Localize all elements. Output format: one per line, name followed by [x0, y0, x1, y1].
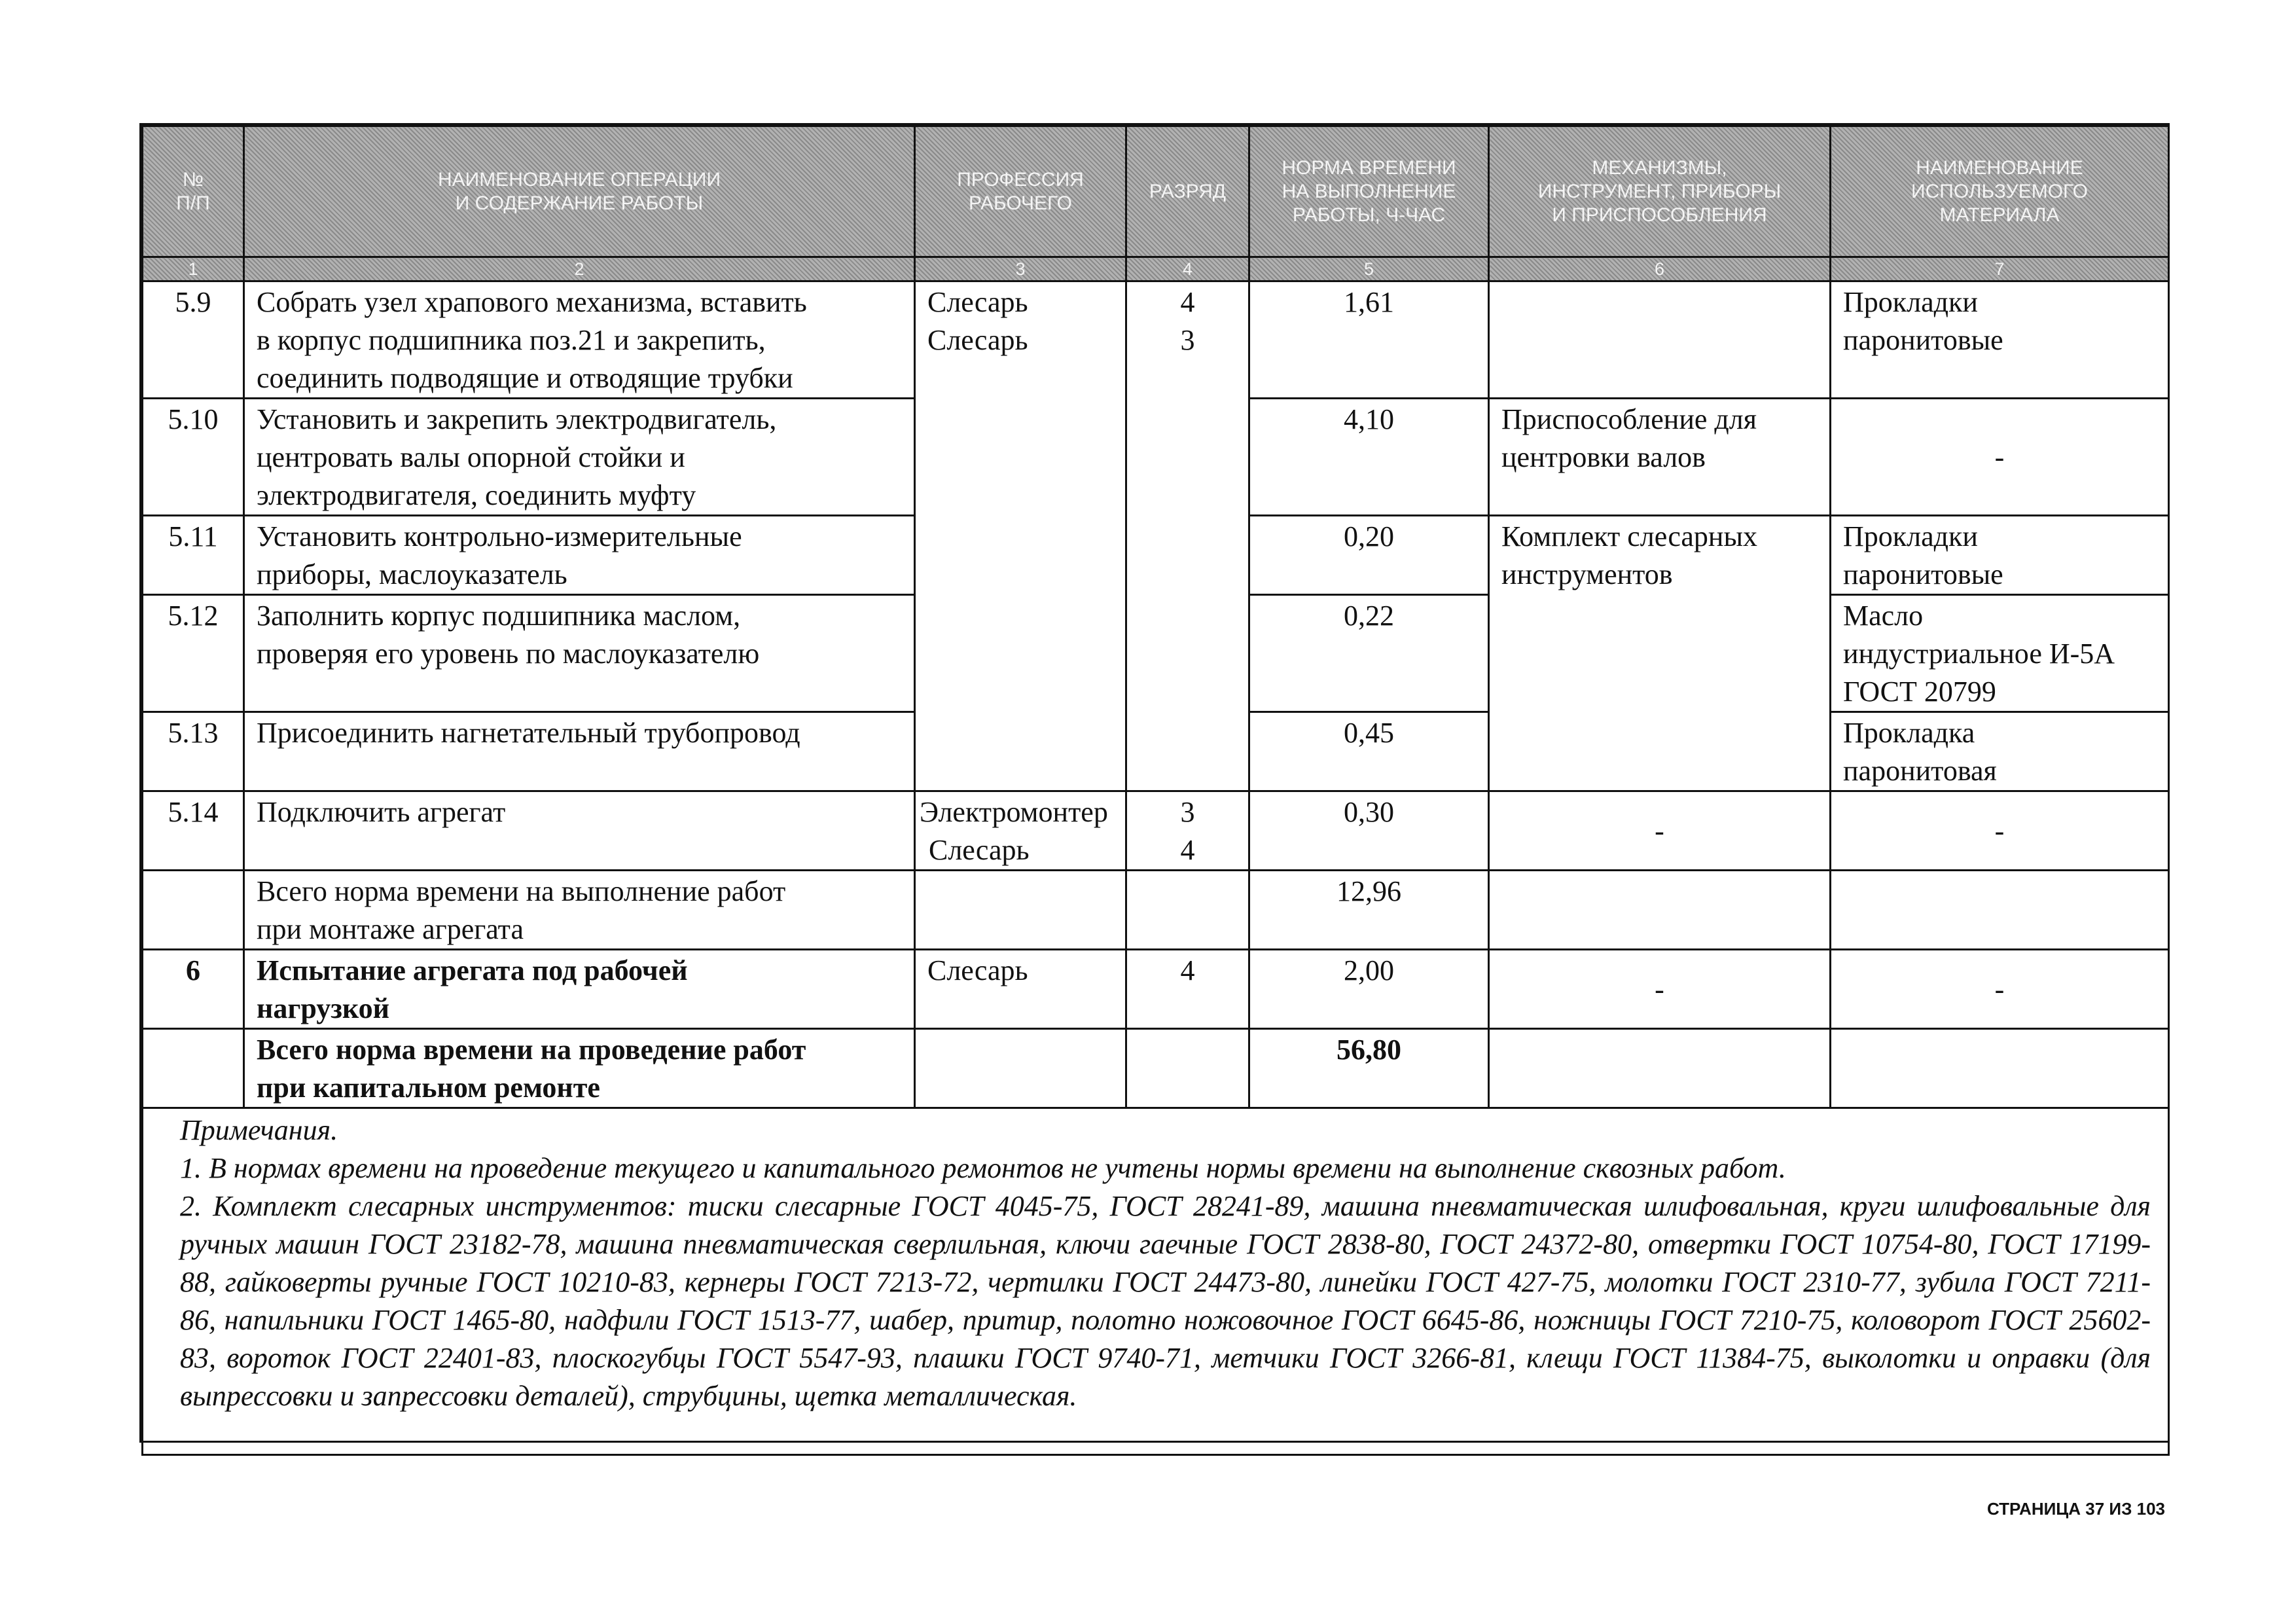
tools-cell [1489, 281, 1831, 399]
header-operation: НАИМЕНОВАНИЕ ОПЕРАЦИИ И СОДЕРЖАНИЕ РАБОТЫ [244, 126, 915, 257]
operation-cell: Присоединить нагнетательный трубопровод [244, 712, 915, 791]
row-num: 5.14 [143, 791, 244, 871]
tools-cell [1489, 871, 1831, 950]
material-cell: Прокладка паронитовая [1831, 712, 2169, 791]
tools-cell: Комплект слесарных инструментов [1489, 516, 1831, 791]
column-number: 7 [1831, 257, 2169, 281]
grade-cell [1126, 1029, 1249, 1108]
material-cell: Прокладки паронитовые [1831, 516, 2169, 595]
row-num: 5.11 [143, 516, 244, 595]
column-number-row [143, 257, 2169, 281]
header-grade: РАЗРЯД [1126, 126, 1249, 257]
norm-cell: 0,45 [1249, 712, 1489, 791]
operation-cell: Установить контрольно-измерительные приборы, маслоуказатель [244, 516, 915, 595]
profession-cell [915, 1029, 1126, 1108]
grade-cell [1126, 871, 1249, 950]
tools-cell: Приспособление для центровки валов [1489, 399, 1831, 516]
header-num: № П/П [143, 126, 244, 257]
norm-cell: 0,20 [1249, 516, 1489, 595]
header-profession: ПРОФЕССИЯ РАБОЧЕГО [915, 126, 1126, 257]
row-num: 6 [143, 950, 244, 1029]
grade-cell: 4 [1126, 950, 1249, 1029]
header-tools: МЕХАНИЗМЫ, ИНСТРУМЕНТ, ПРИБОРЫ И ПРИСПОСОБЛЕНИЯ [1489, 126, 1831, 257]
profession-cell: Слесарь [915, 950, 1126, 1029]
operation-cell: Всего норма времени на выполнение работ при монтаже агрегата [244, 871, 915, 950]
profession-cell: Слесарь Слесарь [915, 281, 1126, 791]
material-cell: Масло индустриальное И-5А ГОСТ 20799 [1831, 595, 2169, 712]
tools-cell: - [1489, 950, 1831, 1029]
material-cell: - [1831, 950, 2169, 1029]
operation-cell: Заполнить корпус подшипника маслом, проверяя его уровень по маслоуказателю [244, 595, 915, 712]
header-material: НАИМЕНОВАНИЕ ИСПОЛЬЗУЕМОГО МАТЕРИАЛА [1831, 126, 2169, 257]
column-number: 6 [1489, 257, 1831, 281]
total-row [143, 1029, 2169, 1108]
table-row [143, 950, 2169, 1029]
tools-cell [1489, 1029, 1831, 1108]
column-number: 3 [915, 257, 1126, 281]
table-row [143, 791, 2169, 871]
notes-section [143, 1108, 2169, 1455]
column-number: 1 [143, 257, 244, 281]
material-cell: Прокладки паронитовые [1831, 281, 2169, 399]
profession-cell [915, 871, 1126, 950]
norm-cell: 12,96 [1249, 871, 1489, 950]
material-cell [1831, 871, 2169, 950]
row-num: 5.10 [143, 399, 244, 516]
norm-cell: 0,22 [1249, 595, 1489, 712]
note-item: 1. В нормах времени на проведение текущего и капитального ремонтов не учтены нормы времени на выполнение сквозных работ. [180, 1152, 1786, 1184]
norm-cell: 1,61 [1249, 281, 1489, 399]
subtotal-row [143, 871, 2169, 950]
row-num [143, 1029, 244, 1108]
material-cell [1831, 1029, 2169, 1108]
notes-row [143, 1108, 2169, 1455]
document-sheet [139, 123, 2170, 1443]
grade-cell: 4 3 [1126, 281, 1249, 791]
material-cell: - [1831, 791, 2169, 871]
header-row [143, 126, 2169, 257]
norm-cell: 2,00 [1249, 950, 1489, 1029]
profession-cell: Электромонтер Слесарь [915, 791, 1126, 871]
norm-cell: 4,10 [1249, 399, 1489, 516]
tools-cell: - [1489, 791, 1831, 871]
column-number: 2 [244, 257, 915, 281]
row-num: 5.12 [143, 595, 244, 712]
operation-cell: Всего норма времени на проведение работ при капитальном ремонте [244, 1029, 915, 1108]
note-item: 2. Комплект слесарных инструментов: тиски слесарные ГОСТ 4045-75, ГОСТ 28241-89, машина пневматическая шлифовальная, круги шлифовальные для ручных машин ГОСТ 23182-78, машина пневматическая сверлильная, ключи гаечные ГОСТ 2838-80, ГОСТ 24372-80, отвертки ГОСТ 10754-80, ГОСТ 17199-88, гайковерты ручные ГОСТ 10210-83, кернеры ГОСТ 7213-72, чертилки ГОСТ 24473-80, линейки ГОСТ 427-75, молотки ГОСТ 2310-77, зубила ГОСТ 7211-86, напильники ГОСТ 1465-80, надфили ГОСТ 1513-77, шабер, притир, полотно ножовочное ГОСТ 6645-86, ножницы ГОСТ 7210-75, коловорот ГОСТ 25602-83, вороток ГОСТ 22401-83, плоскогубцы ГОСТ 5547-93, плашки ГОСТ 9740-71, метчики ГОСТ 3266-81, клещи ГОСТ 11384-75, выколотки и оправки (для выпрессовки и запрессовки деталей), струбцины, щетка металлическая. [180, 1190, 2151, 1412]
page-number: СТРАНИЦА 37 ИЗ 103 [1986, 1499, 2165, 1519]
material-cell: - [1831, 399, 2169, 516]
row-num: 5.9 [143, 281, 244, 399]
notes-title: Примечания. [180, 1114, 338, 1146]
row-num: 5.13 [143, 712, 244, 791]
operation-cell: Установить и закрепить электродвигатель, центровать валы опорной стойки и электродвигателя, соединить муфту [244, 399, 915, 516]
column-number: 5 [1249, 257, 1489, 281]
table-row [143, 281, 2169, 399]
row-num [143, 871, 244, 950]
grade-cell: 3 4 [1126, 791, 1249, 871]
norm-cell: 56,80 [1249, 1029, 1489, 1108]
operation-cell: Подключить агрегат [244, 791, 915, 871]
column-number: 4 [1126, 257, 1249, 281]
operation-cell: Испытание агрегата под рабочей нагрузкой [244, 950, 915, 1029]
header-norm: НОРМА ВРЕМЕНИ НА ВЫПОЛНЕНИЕ РАБОТЫ, Ч-ЧАС [1249, 126, 1489, 257]
norm-cell: 0,30 [1249, 791, 1489, 871]
operation-cell: Собрать узел храпового механизма, вставить в корпус подшипника поз.21 и закрепить, соединить подводящие и отводящие трубки [244, 281, 915, 399]
work-norms-table [141, 125, 2170, 1456]
